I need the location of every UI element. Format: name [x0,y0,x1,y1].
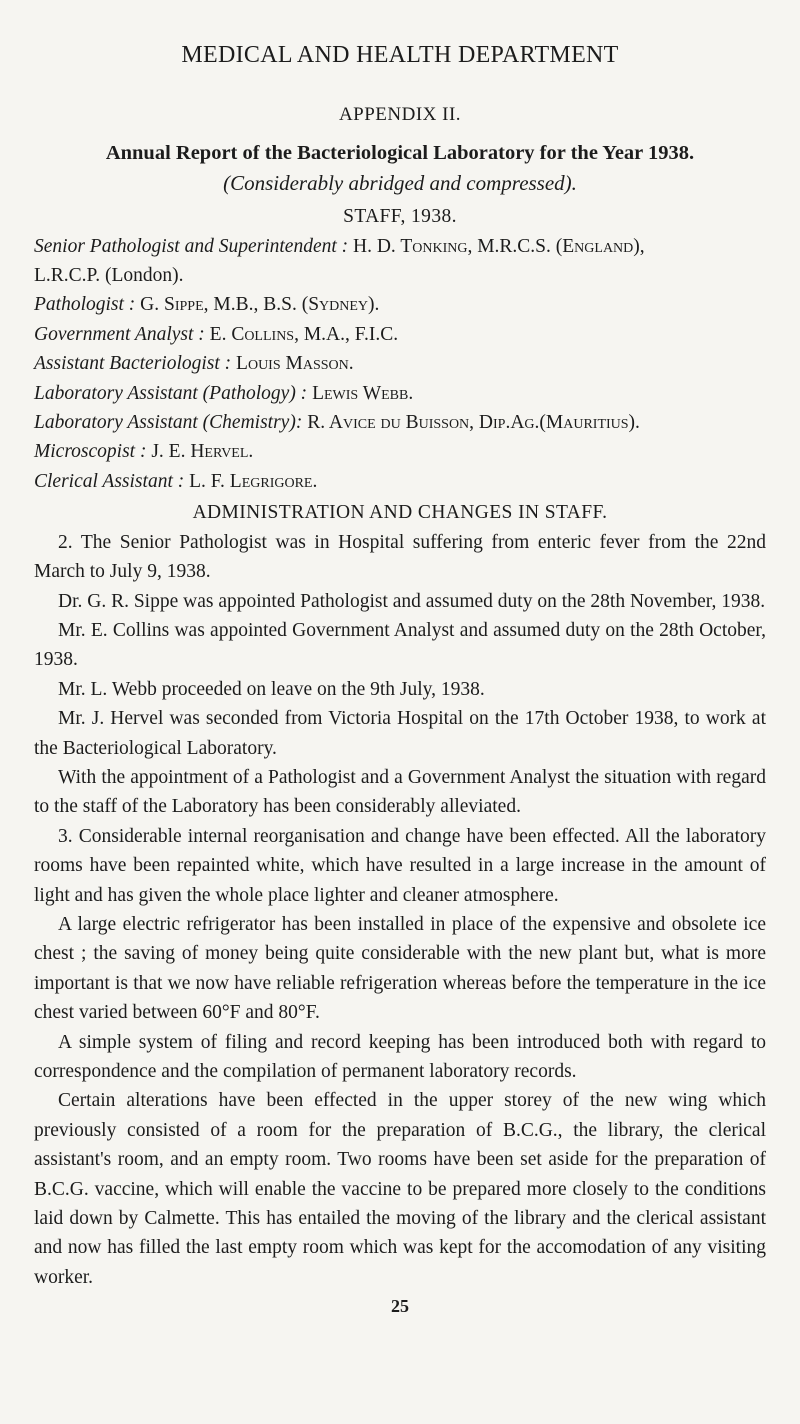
report-title: Annual Report of the Bacteriological Laboratory for the Year 1938. [105,142,695,165]
staff-entry [34,467,766,496]
page-number: 25 [391,1296,409,1317]
staff-name: Lewis Webb. [312,382,414,404]
staff-entry [34,232,766,261]
paragraph: Certain alterations have been effected in the upper storey of the new wing which previously consisted of a room for the preparation of B.C.G., the library, the clerical assistant's room, and an empty room. Two rooms have been set aside for the preparation of B.C.G. vaccine, which will enable the vaccine to be prepared more closely to the conditions laid down by Calmette. This has entailed the moving of the library and the clerical assistant and now has filled the last empty room which was kept for the accomodation of any visiting worker. [34,1090,766,1288]
staff-name: E. Collins, M.A., F.I.C. [209,323,399,345]
staff-role: Clerical Assistant : [34,470,185,492]
staff-name: G. Sippe, M.B., B.S. (Sydney). [140,294,380,316]
paragraph: 2. The Senior Pathologist was in Hospital suffering from enteric fever from the 22nd March to July 9, 1938. [34,531,766,583]
staff-role: Microscopist : [34,441,147,463]
appendix-label: APPENDIX II. [338,104,462,125]
staff-name: L. F. Legrigore. [189,470,318,492]
staff-role: Senior Pathologist and Superintendent : [34,235,349,257]
paragraph: Mr. E. Collins was appointed Government Analyst and assumed duty on the 28th October, 1938. [34,619,766,671]
paragraph: With the appointment of a Pathologist and a Government Analyst the situation with regard to the staff of the Laboratory has been considerably alleviated. [34,766,766,818]
staff-entry [34,320,766,349]
staff-name: R. Avice du Buisson, Dip.Ag.(Mauritius). [307,412,640,434]
staff-list [34,232,766,497]
administration-heading: ADMINISTRATION AND CHANGES IN STAFF. [192,502,608,524]
staff-name: J. E. Hervel. [151,441,254,463]
paragraph: Mr. J. Hervel was seconded from Victoria Hospital on the 17th October 1938, to work at the Bacteriological Laboratory. [34,708,766,759]
paragraph: 3. Considerable internal reorganisation and change have been effected. All the laboratory rooms have been repainted white, which have resulted in a large increase in the amount of light and has given the whole place lighter and cleaner atmosphere. [34,825,766,906]
staff-entry [34,379,766,408]
staff-name: H. D. Tonking, M.R.C.S. (England), [353,235,645,257]
document-page [34,40,766,1322]
staff-entry-continuation: L.R.C.P. (London). [34,265,184,287]
paragraph: Dr. G. R. Sippe was appointed Pathologist and assumed duty on the 28th November, 1938. [58,590,766,612]
paragraph: A simple system of filing and record keeping has been introduced both with regard to correspondence and the compilation of permanent laboratory records. [34,1031,766,1082]
report-subtitle: (Considerably abridged and compressed). [223,170,577,195]
staff-entry [34,408,766,437]
staff-role: Laboratory Assistant (Pathology) : [34,382,308,404]
paragraph: Mr. L. Webb proceeded on leave on the 9th July, 1938. [58,678,485,700]
staff-entry [34,349,766,378]
staff-role: Laboratory Assistant (Chemistry): [34,412,303,434]
staff-name: Louis Masson. [236,353,354,375]
paragraph: A large electric refrigerator has been installed in place of the expensive and obsolete ice chest ; the saving of money being quite considerable with the new plant but, what is more important is that we now have reliable refrigeration whereas before the temperature in the ice chest varied between 60°F and 80°F. [34,913,766,1024]
staff-heading: STAFF, 1938. [343,206,457,228]
staff-role: Pathologist : [34,294,136,316]
staff-entry [34,290,766,319]
staff-role: Assistant Bacteriologist : [34,353,232,375]
staff-entry [34,437,766,466]
staff-role: Government Analyst : [34,323,205,345]
running-head: MEDICAL AND HEALTH DEPARTMENT [181,42,619,68]
